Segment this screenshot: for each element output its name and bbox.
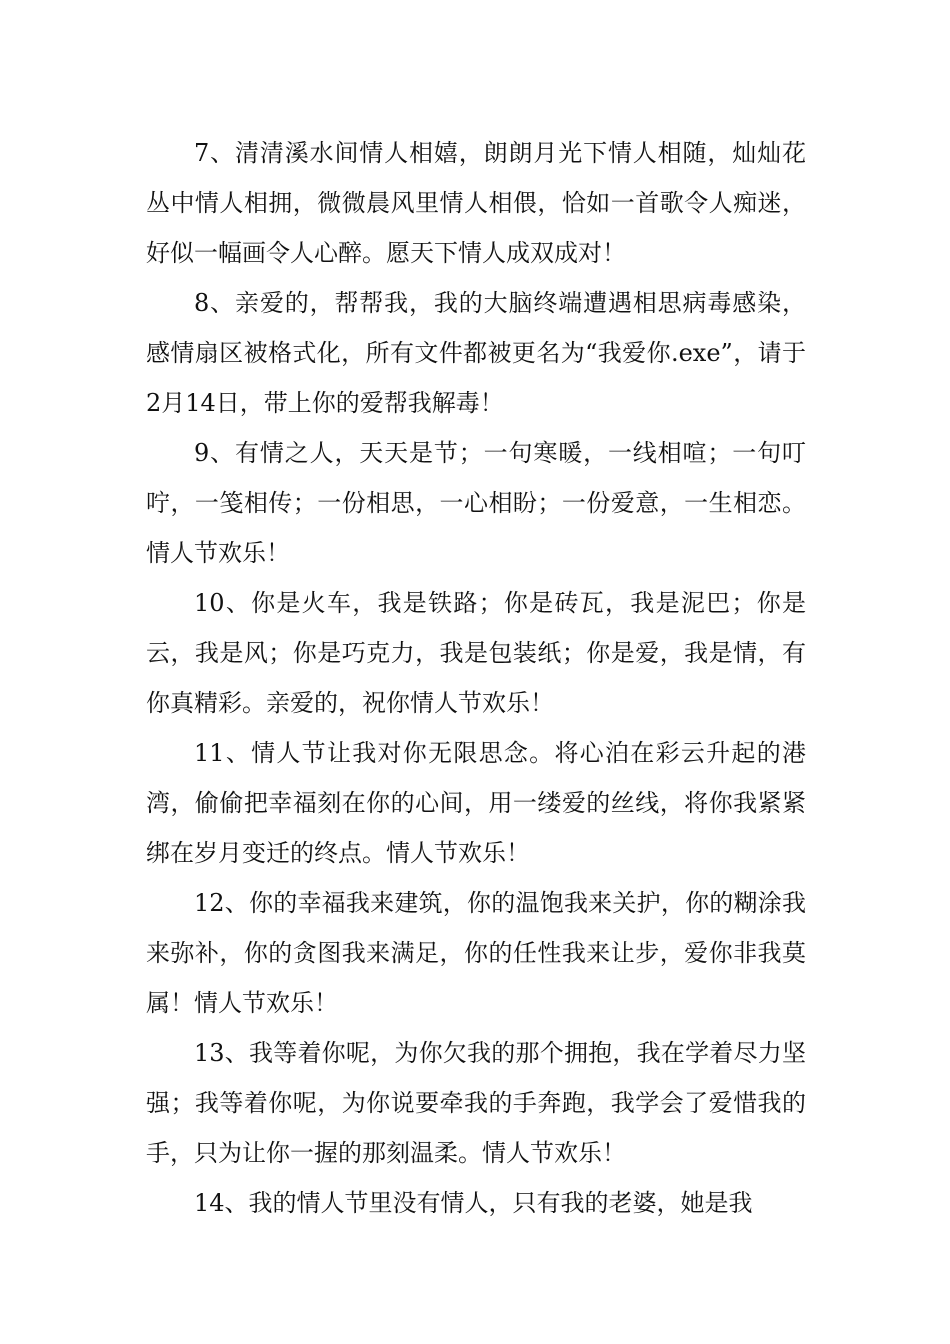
paragraph-8: 8、亲爱的，帮帮我，我的大脑终端遭遇相思病毒感染，感情扇区被格式化，所有文件都被更名为“我爱你.exe”，请于2月14日，带上你的爱帮我解毒！ — [146, 289, 806, 417]
paragraph-7: 7、清清溪水间情人相嬉，朗朗月光下情人相随，灿灿花丛中情人相拥，微微晨风里情人相偎，恰如一首歌令人痴迷，好似一幅画令人心醉。愿天下情人成双成对！ — [146, 139, 806, 267]
document-page — [146, 128, 806, 1228]
paragraph-10: 10、你是火车，我是铁路；你是砖瓦，我是泥巴；你是云，我是风；你是巧克力，我是包装纸；你是爱，我是情，有你真精彩。亲爱的，祝你情人节欢乐！ — [146, 589, 806, 717]
paragraph-9: 9、有情之人，天天是节；一句寒暖，一线相喧；一句叮咛，一笺相传；一份相思，一心相盼；一份爱意，一生相恋。情人节欢乐！ — [146, 439, 806, 567]
paragraph-11: 11、情人节让我对你无限思念。将心泊在彩云升起的港湾，偷偷把幸福刻在你的心间，用一缕爱的丝线，将你我紧紧绑在岁月变迁的终点。情人节欢乐！ — [146, 739, 806, 867]
paragraph-13: 13、我等着你呢，为你欠我的那个拥抱，我在学着尽力坚强；我等着你呢，为你说要牵我的手奔跑，我学会了爱惜我的手，只为让你一握的那刻温柔。情人节欢乐！ — [146, 1039, 806, 1167]
paragraph-14: 14、我的情人节里没有情人，只有我的老婆，她是我 — [194, 1189, 753, 1217]
paragraph-12: 12、你的幸福我来建筑，你的温饱我来关护，你的糊涂我来弥补，你的贪图我来满足，你的任性我来让步，爱你非我莫属！情人节欢乐！ — [146, 889, 806, 1017]
